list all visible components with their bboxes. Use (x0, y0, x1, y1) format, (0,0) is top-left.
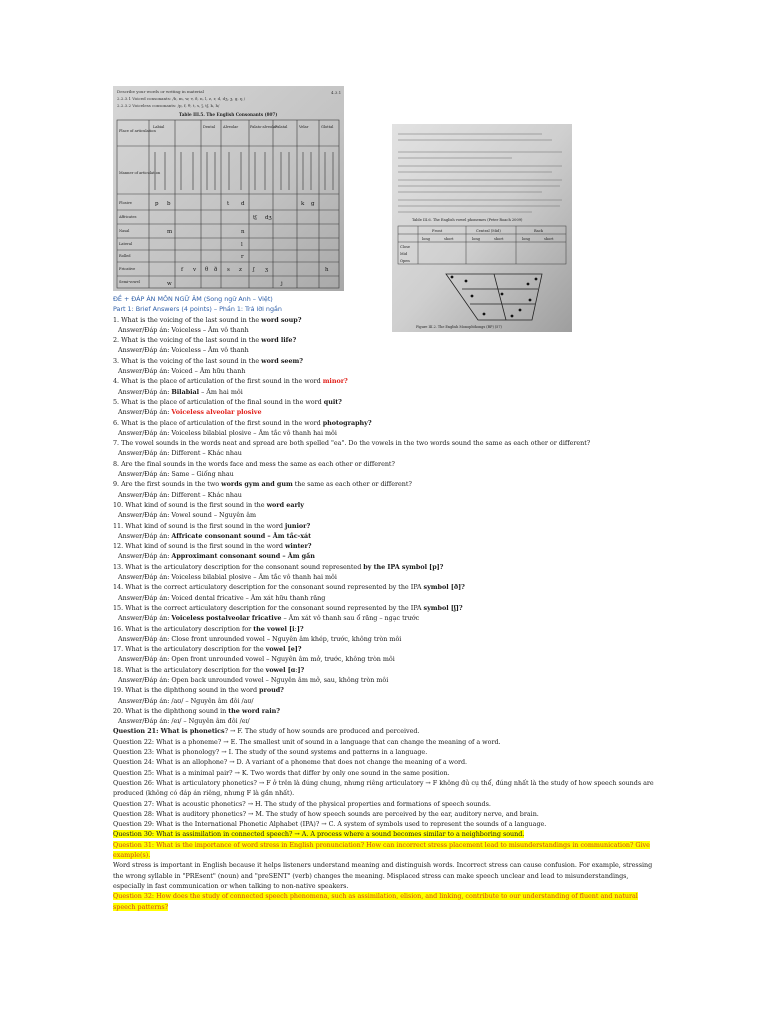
answer-11: Answer/Đáp án: Affricate consonant sound – Âm tắc-xát (118, 531, 312, 540)
cell-plosive-t: t (227, 201, 230, 207)
row-header-lateral: Lateral (119, 242, 133, 246)
question-2: 2. What is the voicing of the last sound in the word life? (113, 336, 297, 345)
cell-affricate-dzh: dʒ (265, 215, 272, 221)
col-header-velar: Velar (299, 125, 309, 129)
vowel-sub-4: short (494, 237, 504, 241)
photo-left-line-a: Describe your words or writing in material (117, 89, 204, 94)
row-header-fricative: Fricative (119, 267, 136, 271)
question-30: Question 30: What is assimilation in connected speech? → A. A process where a sound becomes similar to a neighboring sound. (113, 830, 525, 839)
cell-plosive-p: p (155, 201, 159, 207)
question-29: Question 29: What is the International Phonetic Alphabet (IPA)? → C. A system of symbols used to represent the sounds of a language. (113, 820, 547, 829)
answer-4: Answer/Đáp án: Bilabial – Âm hai môi (118, 387, 243, 396)
row-header-nasal: Nasal (119, 229, 130, 233)
cell-fricative-eth: ð (214, 267, 218, 273)
question-27: Question 27: What is acoustic phonetics? → H. The study of the physical properties and formations of speech sounds. (113, 799, 491, 808)
cell-fricative-f: f (181, 267, 184, 273)
vowel-row-open: Open (400, 259, 410, 263)
question-13: 13. What is the articulatory description for the consonant sound represented by the IPA symbol [p]? (113, 562, 444, 571)
vowel-sub-5: long (522, 237, 530, 241)
question-1: 1. What is the voicing of the last sound in the word soup? (113, 315, 302, 324)
question-28: Question 28: What is auditory phonetics? → M. The study of how speech sounds are perceived by the ear, auditory nerve, and brain. (113, 809, 539, 818)
question-22: Question 22: What is a phoneme? → E. The smallest unit of sound in a language that can change the meaning of a word. (113, 737, 501, 746)
part-heading: Part 1: Brief Answers (4 points) – Phần 1: Trả lời ngắn (113, 305, 282, 314)
question-6: 6. What is the place of articulation of the first sound in the word photography? (113, 418, 372, 427)
vowel-col-back: Back (534, 229, 543, 233)
question-32: Question 32: How does the study of connected speech phenomena, such as assimilation, elision, and linking, contribute to our understanding of fluent and natural speech patterns? (113, 892, 638, 911)
vowel-sub-3: long (472, 237, 480, 241)
cell-plosive-b: b (167, 201, 171, 207)
question-24: Question 24: What is an allophone? → D. A variant of a phoneme that does not change the meaning of a word. (113, 758, 468, 767)
cell-plosive-d: d (241, 201, 245, 207)
question-12: 12. What kind of sound is the first sound in the word winter? (113, 542, 312, 551)
vowel-sub-2: short (444, 237, 454, 241)
cell-nasal-n: n (241, 229, 245, 235)
question-3: 3. What is the voicing of the last sound in the word seem? (113, 356, 303, 365)
question-25: Question 25: What is a minimal pair? → K. Two words that differ by only one sound in the same position. (113, 768, 450, 777)
answer-7: Answer/Đáp án: Different – Khác nhau (118, 449, 242, 458)
col-header-glottal: Glottal (321, 125, 334, 129)
col-header-palato-alveolar: Palato-alveolar (250, 125, 278, 129)
question-5: 5. What is the place of articulation of the final sound in the word quit? (113, 397, 342, 406)
question-11: 11. What kind of sound is the first sound in the word junior? (113, 521, 311, 530)
answer-12: Answer/Đáp án: Approximant consonant sound – Âm gần (118, 552, 315, 561)
cell-plosive-k: k (301, 201, 305, 207)
question-20: 20. What is the diphthong sound in the word rain? (113, 706, 280, 715)
vowel-col-central: Central (Mid) (476, 229, 501, 233)
question-17: 17. What is the articulatory description for the vowel [e]? (113, 645, 302, 654)
col-header-palatal: Palatal (275, 125, 288, 129)
answer-13: Answer/Đáp án: Voiceless bilabial plosive – Âm tắc vô thanh hai môi (118, 573, 337, 582)
answer-15: Answer/Đáp án: Voiceless postalveolar fricative – Âm xát vô thanh sau ổ răng – ngạc trước (118, 614, 420, 623)
cell-affricate-tsh: tʃ (253, 215, 257, 221)
question-26: Question 26: What is articulatory phonetics? → F ở trên là đúng chung, nhưng riêng articulatory → F không đủ cụ thể, đúng nhất là the study of how speech sounds are produced (không có đáp án riêng, nhưng F là gần nhất). (113, 778, 654, 798)
question-8: 8. Are the final sounds in the words face and mess the same as each other or different? (113, 459, 395, 468)
cell-fricative-h: h (325, 267, 329, 273)
cell-semivowel-j: j (281, 281, 283, 287)
row-header-plosive: Plosive (119, 201, 132, 205)
vowel-sub-1: long (422, 237, 430, 241)
vowel-table-heading: Table III.6. The English vowel phonemes (Peter Roach 2009) (412, 218, 523, 222)
answer-2: Answer/Đáp án: Voiceless – Âm vô thanh (118, 346, 249, 355)
photo-left-line-b: 2.2.3.1 Voiced consonants: /b, m, w, v, ð, n, l, z, r, d, dʒ, ʒ, g, ŋ / (117, 96, 246, 101)
answer-18: Answer/Đáp án: Open back unrounded vowel – Nguyên âm mở, sau, không tròn môi (118, 675, 389, 684)
question-14: 14. What is the correct articulatory description for the consonant sound represented by the IPA symbol [ð]? (113, 583, 465, 592)
answer-1: Answer/Đáp án: Voiceless – Âm vô thanh (118, 325, 249, 334)
answer-9: Answer/Đáp án: Different – Khác nhau (118, 490, 242, 499)
vowel-col-front: Front (432, 229, 443, 233)
vowel-figure-caption: Figure III.2. The English Monophthongs (RP) (57) (416, 325, 502, 329)
cell-fricative-zh: ʒ (265, 267, 269, 273)
cell-fricative-s: s (227, 267, 230, 273)
col-header-dental: Dental (203, 125, 216, 129)
cell-nasal-m: m (167, 229, 173, 235)
cell-fricative-z: z (239, 267, 242, 273)
answer-16: Answer/Đáp án: Close front unrounded vowel – Nguyên âm khép, trước, không tròn môi (118, 634, 402, 643)
question-23: Question 23: What is phonology? → I. The study of the sound systems and patterns in a language. (113, 748, 428, 757)
cell-fricative-sh: ʃ (253, 267, 255, 273)
question-9: 9. Are the first sounds in the two words gym and gum the same as each other or different? (113, 480, 412, 489)
document-title: ĐỀ + ĐÁP ÁN MÔN NGỮ ÂM (Song ngữ Anh – Việt) (113, 295, 273, 303)
question-15: 15. What is the correct articulatory description for the consonant sound represented by the IPA symbol [ʃ]? (113, 603, 463, 612)
row-header-rolled: Rolled (119, 254, 131, 258)
question-16: 16. What is the articulatory description for the vowel [iː]? (113, 624, 304, 633)
document-body (113, 294, 661, 912)
photo-left-line-c: 2.2.3.2 Voiceless consonants: /p, f, θ, t, s, ʃ, tʃ, k, h/ (117, 103, 220, 108)
photo-left-page-no: 4.3.1 (331, 90, 342, 95)
cell-semivowel-w: w (167, 281, 172, 287)
row-header-semivowel: Semi-vowel (119, 280, 140, 284)
answer-5: Answer/Đáp án: Voiceless alveolar plosive (118, 408, 262, 417)
row-header-affricates: Affricates (119, 215, 137, 219)
answer-14: Answer/Đáp án: Voiced dental fricative – Âm xát hữu thanh răng (118, 593, 326, 602)
consonant-table-photo (113, 86, 344, 291)
cell-lateral-l: l (241, 242, 243, 248)
answer-19: Answer/Đáp án: /aʊ/ – Nguyên âm đôi /aʊ/ (118, 696, 254, 705)
question-31: Question 31: What is the importance of word stress in English pronunciation? How can incorrect stress placement lead to misunderstandings in communication? Give example(s). (113, 840, 650, 860)
question-19: 19. What is the diphthong sound in the word proud? (113, 686, 284, 695)
answer-6: Answer/Đáp án: Voiceless bilabial plosive – Âm tắc vô thanh hai môi (118, 428, 337, 437)
cell-fricative-theta: θ (205, 267, 209, 273)
cell-rolled-r: r (241, 254, 244, 260)
question-10: 10. What kind of sound is the first sound in the word early (113, 500, 304, 509)
photo-left-table-title: Table III.5. The English Consonants (807) (179, 112, 278, 117)
question-4: 4. What is the place of articulation of the first sound in the word minor? (113, 377, 348, 386)
answer-17: Answer/Đáp án: Open front unrounded vowel – Nguyên âm mở, trước, không tròn môi (118, 655, 395, 664)
row-header-manner: Manner of articulation (119, 171, 161, 175)
answer-31-paragraph: Word stress is important in English because it helps listeners understand meaning and distinguish words. Incorrect stress can cause confusion. For example, stressing the wrong syllable in "PREsent" (noun) and "preSENT" (verb) changes the meaning. Misplaced stress can make speech unclear and lead to misunderstandings, especially in fast communication or when talking to non-native speakers. (113, 861, 653, 890)
cell-fricative-v: v (193, 267, 197, 273)
col-header-labial: Labial (153, 125, 165, 129)
consonant-table-image (113, 86, 344, 291)
answer-20: Answer/Đáp án: /eɪ/ – Nguyên âm đôi /eɪ/ (118, 717, 250, 726)
answer-3: Answer/Đáp án: Voiced – Âm hữu thanh (118, 367, 246, 376)
answer-8: Answer/Đáp án: Same – Giống nhau (118, 470, 234, 479)
vowel-row-close: Close (400, 245, 411, 249)
row-header-place: Place of articulation (119, 129, 156, 133)
question-21: Question 21: What is phonetics? → F. The study of how sounds are produced and perceived. (113, 727, 420, 736)
vowel-row-mid: Mid (400, 252, 408, 256)
question-7: 7. The vowel sounds in the words neat and spread are both spelled "ea". Do the vowels in the two words sound the same as each other or different? (113, 439, 591, 448)
vowel-sub-6: short (544, 237, 554, 241)
answer-10: Answer/Đáp án: Vowel sound – Nguyên âm (118, 511, 257, 520)
cell-plosive-g: g (311, 201, 315, 207)
col-header-alveolar: Alveolar (223, 125, 239, 129)
question-18: 18. What is the articulatory description for the vowel [ɑː]? (113, 665, 305, 674)
